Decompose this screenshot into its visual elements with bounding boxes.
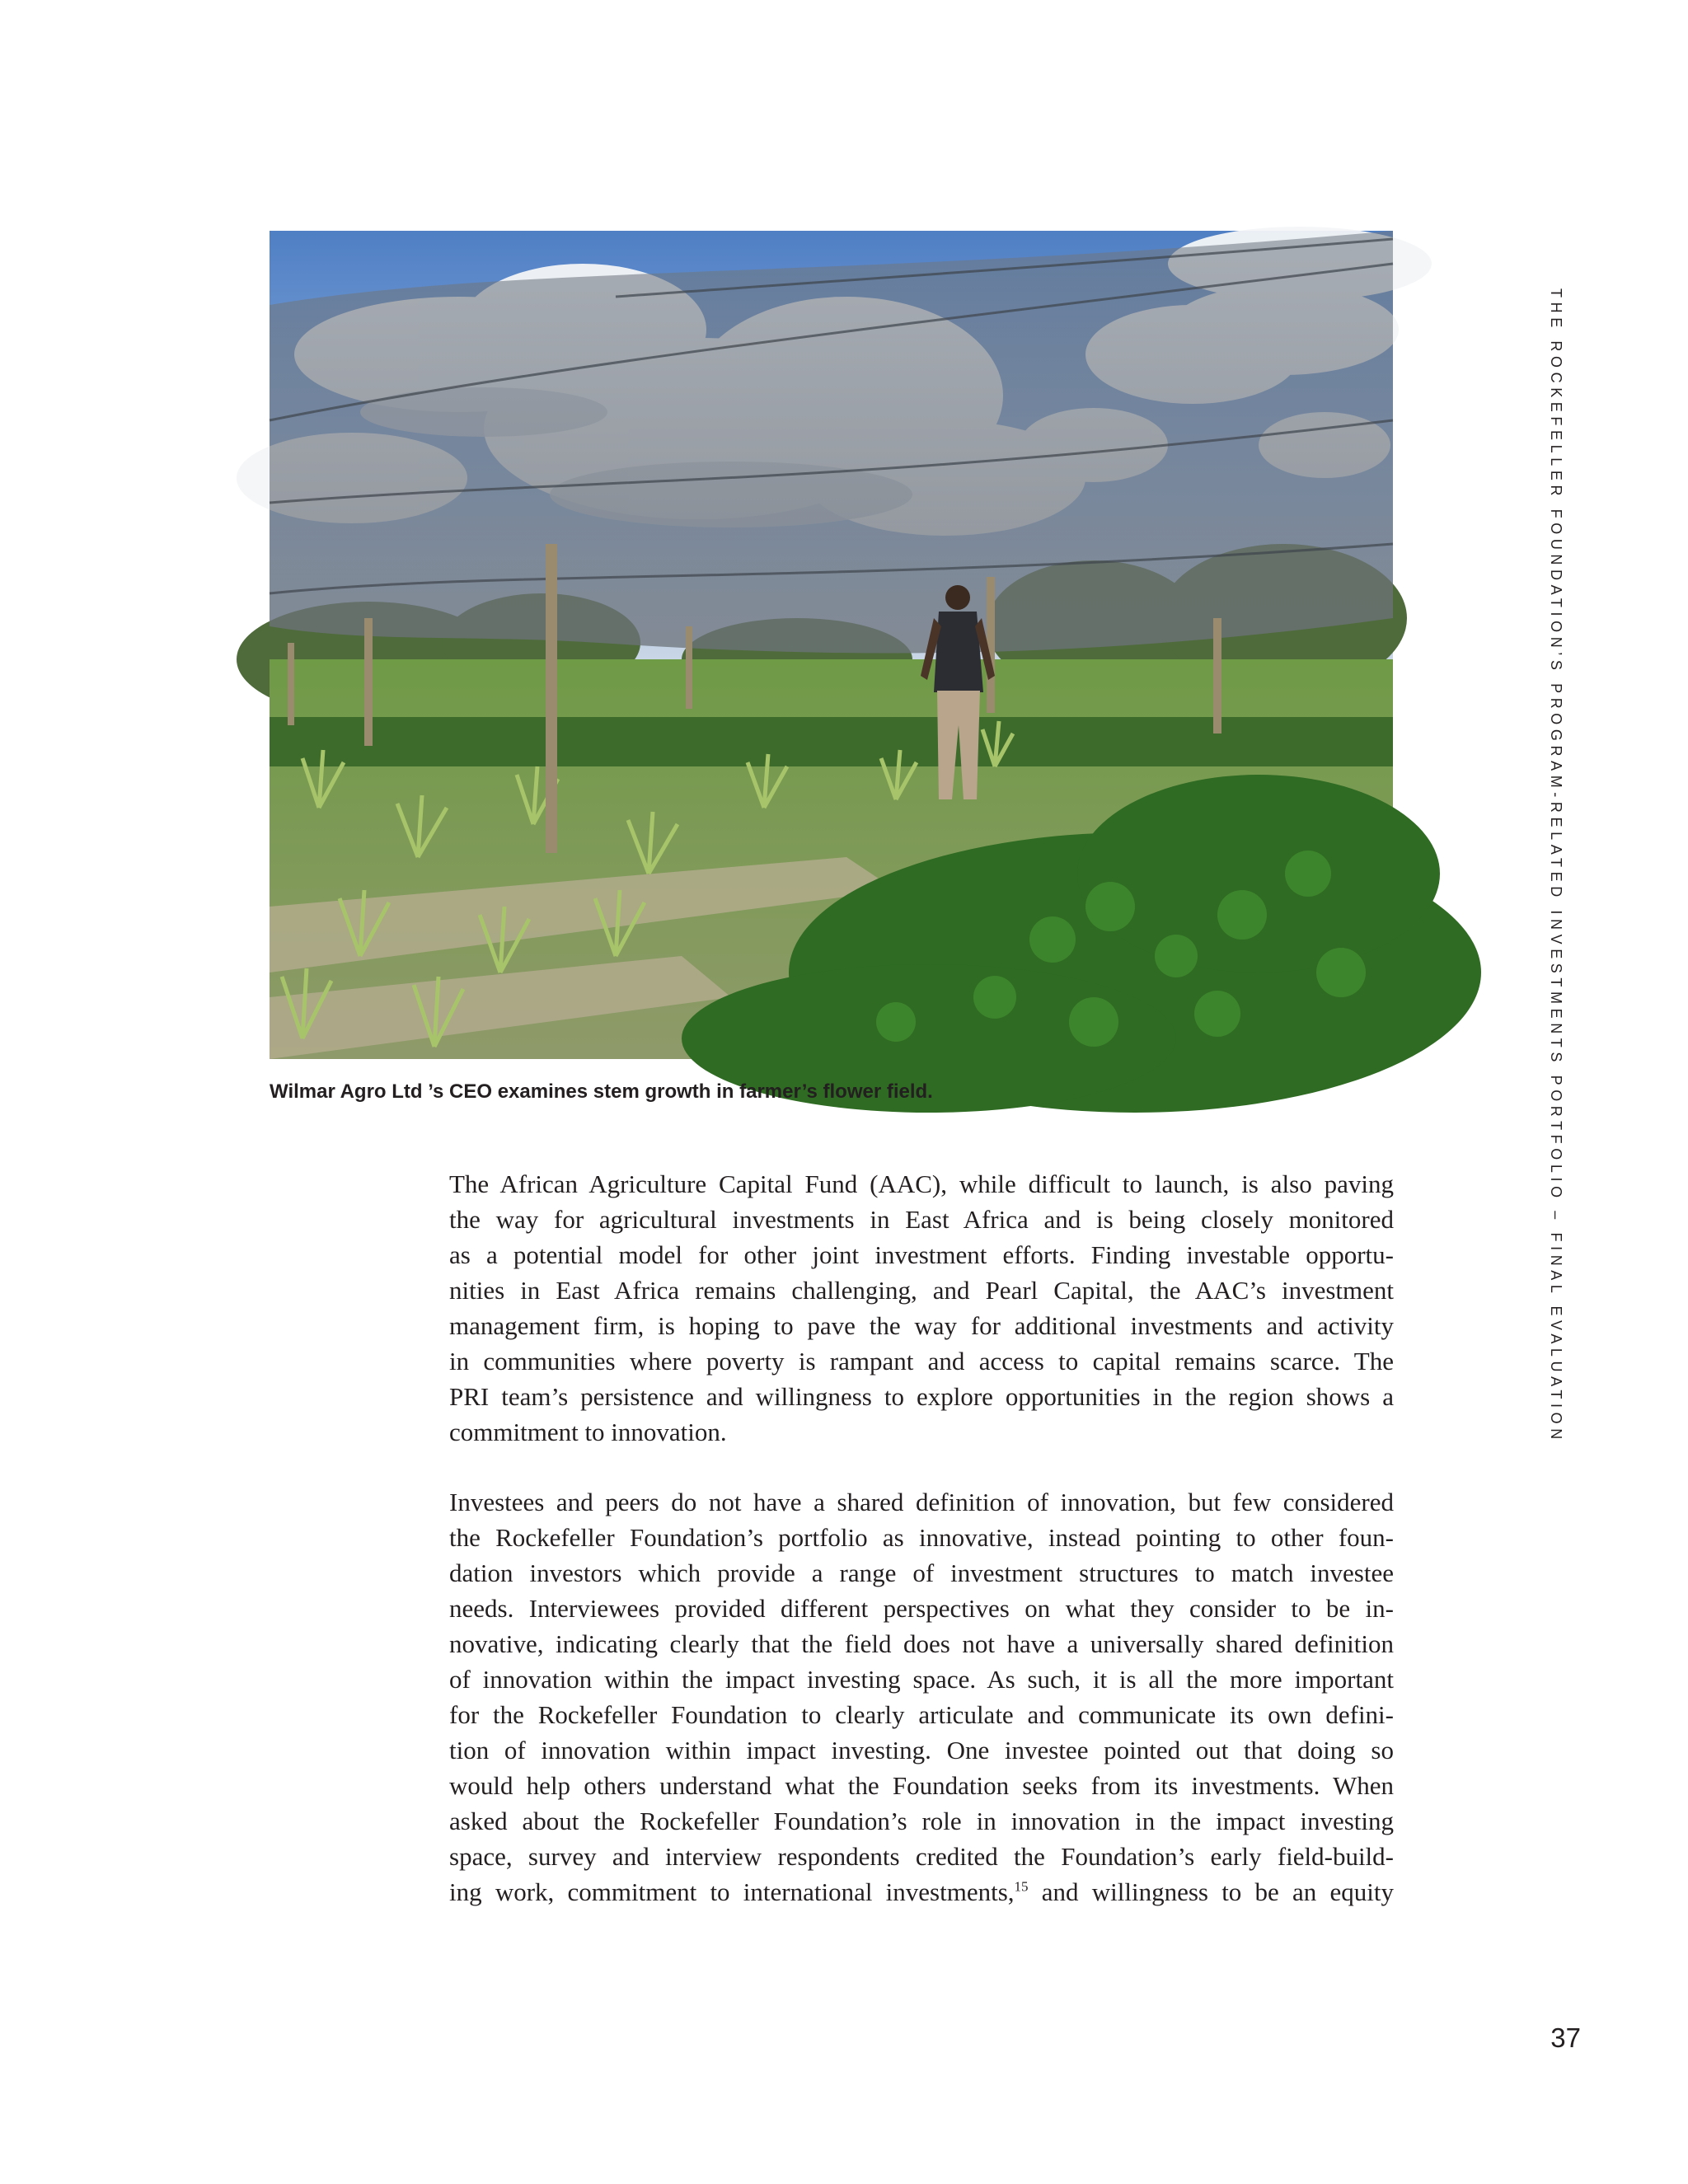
text-line: in communities where poverty is rampant and access to capital remains scarce. The	[449, 1347, 1394, 1376]
running-header: THE ROCKEFELLER FOUNDATION’S PROGRAM-RELATED INVESTMENTS PORTFOLIO – FINAL EVALUATION	[1548, 288, 1564, 1444]
text-line: the way for agricultural investments in East Africa and is being closely monitored	[449, 1205, 1394, 1234]
text-line: Investees and peers do not have a shared definition of innovation, but few considered	[449, 1488, 1394, 1516]
text-line: needs. Interviewees provided different perspectives on what they consider to be in-	[449, 1594, 1394, 1623]
text-segment: and willingness to be an equity	[1028, 1877, 1394, 1906]
text-line: of innovation within the impact investing space. As such, it is all the more important	[449, 1665, 1394, 1694]
agriculture-field-photo-icon	[270, 231, 1393, 1059]
text-line: space, survey and interview respondents credited the Foundation’s early field-build-	[449, 1842, 1394, 1871]
text-line: commitment to innovation.	[449, 1418, 727, 1446]
text-line: nities in East Africa remains challenging, and Pearl Capital, the AAC’s investment	[449, 1276, 1394, 1305]
text-line: asked about the Rockefeller Foundation’s role in innovation in the impact investing	[449, 1807, 1394, 1835]
photo-caption: Wilmar Agro Ltd ’s CEO examines stem growth in farmer’s flower field.	[270, 1080, 933, 1103]
text-line: for the Rockefeller Foundation to clearly articulate and communicate its own defini-	[449, 1700, 1394, 1729]
text-line: as a potential model for other joint investment efforts. Finding investable opportu-	[449, 1240, 1394, 1269]
text-line: novative, indicating clearly that the field does not have a universally shared definition	[449, 1629, 1394, 1658]
paragraph-2	[449, 1484, 1394, 1910]
text-line-with-footnote	[449, 1874, 1394, 1910]
text-line: The African Agriculture Capital Fund (AAC), while difficult to launch, is also paving	[449, 1169, 1394, 1198]
body-text	[449, 1166, 1394, 1944]
text-line: dation investors which provide a range of investment structures to match investee	[449, 1558, 1394, 1587]
text-line: management firm, is hoping to pave the way for additional investments and activity	[449, 1311, 1394, 1340]
paragraph-1	[449, 1166, 1394, 1450]
footnote-marker[interactable]: 15	[1014, 1878, 1029, 1895]
page-number: 37	[1550, 2022, 1581, 2053]
text-segment: ing work, commitment to international investments,	[449, 1877, 1015, 1906]
photo-credit: © Arabella	[1636, 1181, 1657, 1279]
text-line: PRI team’s persistence and willingness to explore opportunities in the region shows a	[449, 1382, 1394, 1411]
text-line: would help others understand what the Foundation seeks from its investments. When	[449, 1771, 1394, 1800]
text-line: tion of innovation within impact investing. One investee pointed out that doing so	[449, 1736, 1394, 1765]
text-line: the Rockefeller Foundation’s portfolio as innovative, instead pointing to other foun-	[449, 1523, 1394, 1552]
